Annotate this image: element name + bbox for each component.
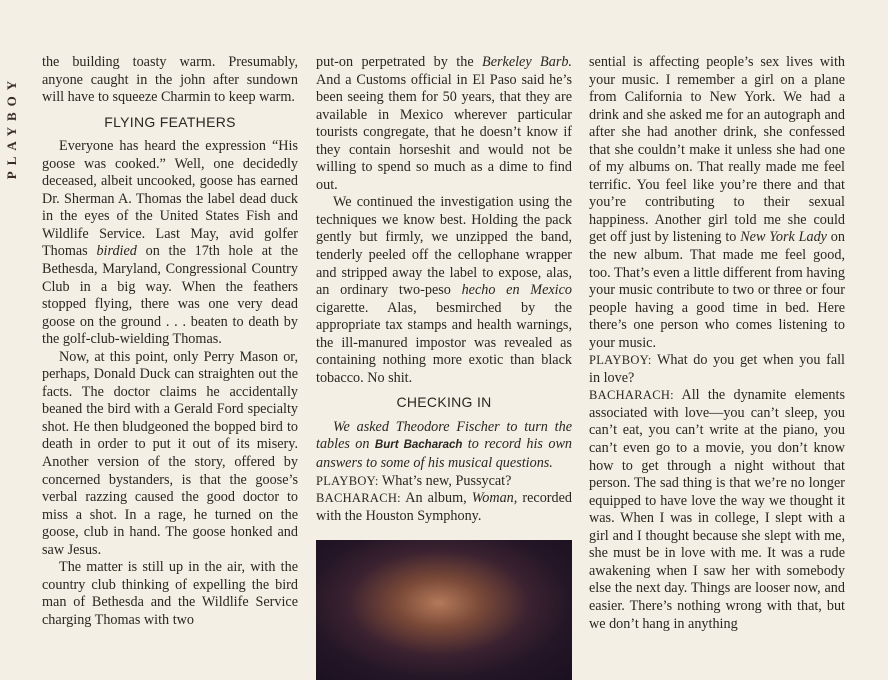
- interview-answer: BACHARACH: All the dynamite elements associated with love—you can’t sleep, you can’t eat, you can’t write at the piano, you can’t even go to a movie, you don’t know how to get through a night without that person. The sad thing is that we’re no longer equipped to have love the way we thought it was. When I was in college, I slept with a girl and I thought because she slept with me, she must be in love with me. It was a rude awakening when I saw her with somebody else the next day. Things are looser now, and easier. There’s nothing wrong with that, but we don’t hang in anything: [589, 387, 845, 632]
- paragraph: The matter is still up in the air, with the country club thinking of expelling the bird man of Bethesda and the Wildlife Service charging Thomas with two: [42, 559, 298, 628]
- column-3: [589, 54, 845, 633]
- column-1: [42, 54, 298, 630]
- paragraph: the building toasty warm. Presumably, anyone caught in the john after sundown will have to squeeze Charmin to keep warm.: [42, 54, 298, 106]
- interview-question: PLAYBOY: What’s new, Pussycat?: [316, 472, 512, 489]
- paragraph: Everyone has heard the expression “His goose was cooked.” Well, one decidedly deceased, albeit uncooked, goose has earned Dr. Sherman A. Thomas the label dead duck in the eyes of the United States Fish and Wildlife Service. Last May, avid golfer Thomas birdied on the 17th hole at the Bethesda, Maryland, Congressional Country Club in a big way. When the feathers stopped flying, there was one very dead goose on the ground . . . beaten to death by the golf-club-wielding Thomas.: [42, 138, 298, 348]
- section-heading-checking-in: CHECKING IN: [396, 394, 492, 411]
- bacharach-photo: [316, 540, 572, 680]
- interview-question: PLAYBOY: What do you get when you fall in love?: [589, 352, 845, 386]
- paragraph: sential is affecting people’s sex lives with your music. I remember a girl on a plane from California to New York. We had a drink and she asked me for an autograph and after she had another drink, she confessed that she couldn’t make it unless she had one of my albums on. That really made me feel terrific. You feel like you’re there and that you’re contributing to their sexual happiness. Another girl told me she could get off just by listening to New York Lady on the new album. That made me feel good, too. That’s even a little different from having your music contribute to two or three or four people having a good time in bed. Here there’s one person who comes listening to your music.: [589, 54, 845, 351]
- paragraph: put-on perpetrated by the Berkeley Barb. And a Customs official in El Paso said he’s been seeing them for 50 years, that they are available in Mexico wherever particular tourists congregate, that he doesn’t know if they contain horseshit and would not be willing to spend so much as a dime to find out.: [316, 54, 572, 193]
- interview-answer: BACHARACH: An album, Woman, recorded with the Houston Symphony.: [316, 490, 572, 524]
- playboy-logo-text: PLAYBOY: [4, 74, 19, 180]
- paragraph: Now, at this point, only Perry Mason or, perhaps, Donald Duck can straighten out the facts. The doctor claims he accidentally beaned the bird with a Gerald Ford specialty shot. He then bludgeoned the bopped bird to death in order to put it out of its misery. Another version of the story, offered by concerned bystanders, is that the goose’s verbal razzing caused the good doctor to miss a shot. In a rage, he turned on the goose, club in hand. The goose honked and saw Jesus.: [42, 348, 298, 558]
- paragraph: We continued the investigation using the techniques we know best. Holding the pack gently but firmly, we unzipped the band, tenderly peeled off the cellophane wrapper and stripped away the label to expose, alas, an ordinary two-peso hecho en Mexico cigarette. Alas, besmirched by the appropriate tax stamps and health warnings, the ill-manured impostor was revealed as containing nothing more exotic than black tobacco. No shit.: [316, 194, 572, 386]
- playboy-logo: [0, 52, 24, 202]
- column-2: [316, 54, 572, 680]
- interview-intro: We asked Theodore Fischer to turn the tables on Burt Bacharach to record his own answers to some of his musical questions.: [316, 418, 573, 472]
- section-heading-flying-feathers: FLYING FEATHERS: [104, 113, 236, 130]
